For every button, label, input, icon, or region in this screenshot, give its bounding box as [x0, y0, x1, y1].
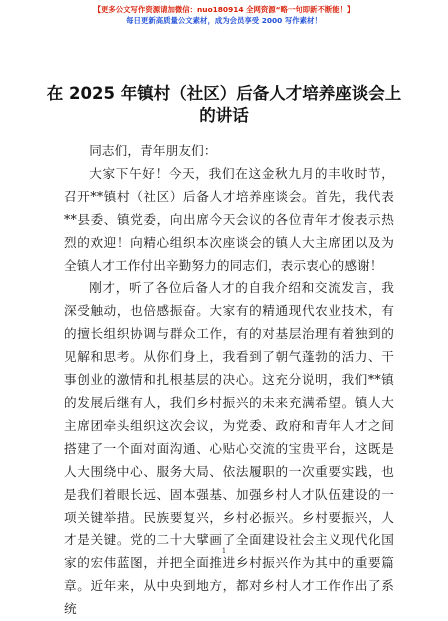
- document-title: 在 2025 年镇村（社区）后备人才培养座谈会上的讲话: [46, 84, 402, 125]
- promo-banner-line-red: 【更多公文写作资源请加微信：nuo180914 全网资源“略一句即新不断能！】: [93, 5, 355, 14]
- promo-banner-line-blue: 每日更新高质量公文素材，成为会员享受 2000 写作素材！: [126, 16, 322, 25]
- body-paragraph: 大家下午好！今天，我们在这金秋九月的丰收时节，召开**镇村（社区）后备人才培养座谈会。首先，我代表**县委、镇党委，向出席今天会议的各位青年才俊表示热烈的欢迎！向精心组织本次座谈会的镇人大主席团以及为全镇人才工作付出辛勤努力的同志们，表示衷心的感谢！: [64, 165, 394, 273]
- body-paragraph: 刚才，听了各位后备人才的自我介绍和交流发言，我深受触动，也倍感振奋。大家有的精通现代农业技术，有的擅长组织协调与群众工作，有的对基层治理有着独到的见解和思考。从你们身上，我看到了朝气蓬勃的活力、干事创业的激情和扎根基层的决心。这充分说明，我们**镇的发展后继有人，我们乡村振兴的未来充满希望。镇人大主席团牵头组织这次会议，为党委、政府和青年人才之间搭建了一个面对面沟通、心贴心交流的宝贵平台，这既是人大围绕中心、服务大局、依法履职的一次重要实践，也是我们着眼长远、固本强基、加强乡村人才队伍建设的一项关键举措。民族要复兴，乡村必振兴。乡村要振兴，人才是关键。党的二十大擘画了全面建设社会主义现代化国家的宏伟蓝图，并把全面推进乡村振兴作为其中的重要篇章。近年来，从中央到地方，都对乡村人才工作作出了系统: [64, 280, 394, 617]
- promo-banner: [0, 4, 448, 26]
- page-number: 1: [221, 547, 227, 555]
- greeting: 同志们，青年朋友们：: [89, 143, 217, 158]
